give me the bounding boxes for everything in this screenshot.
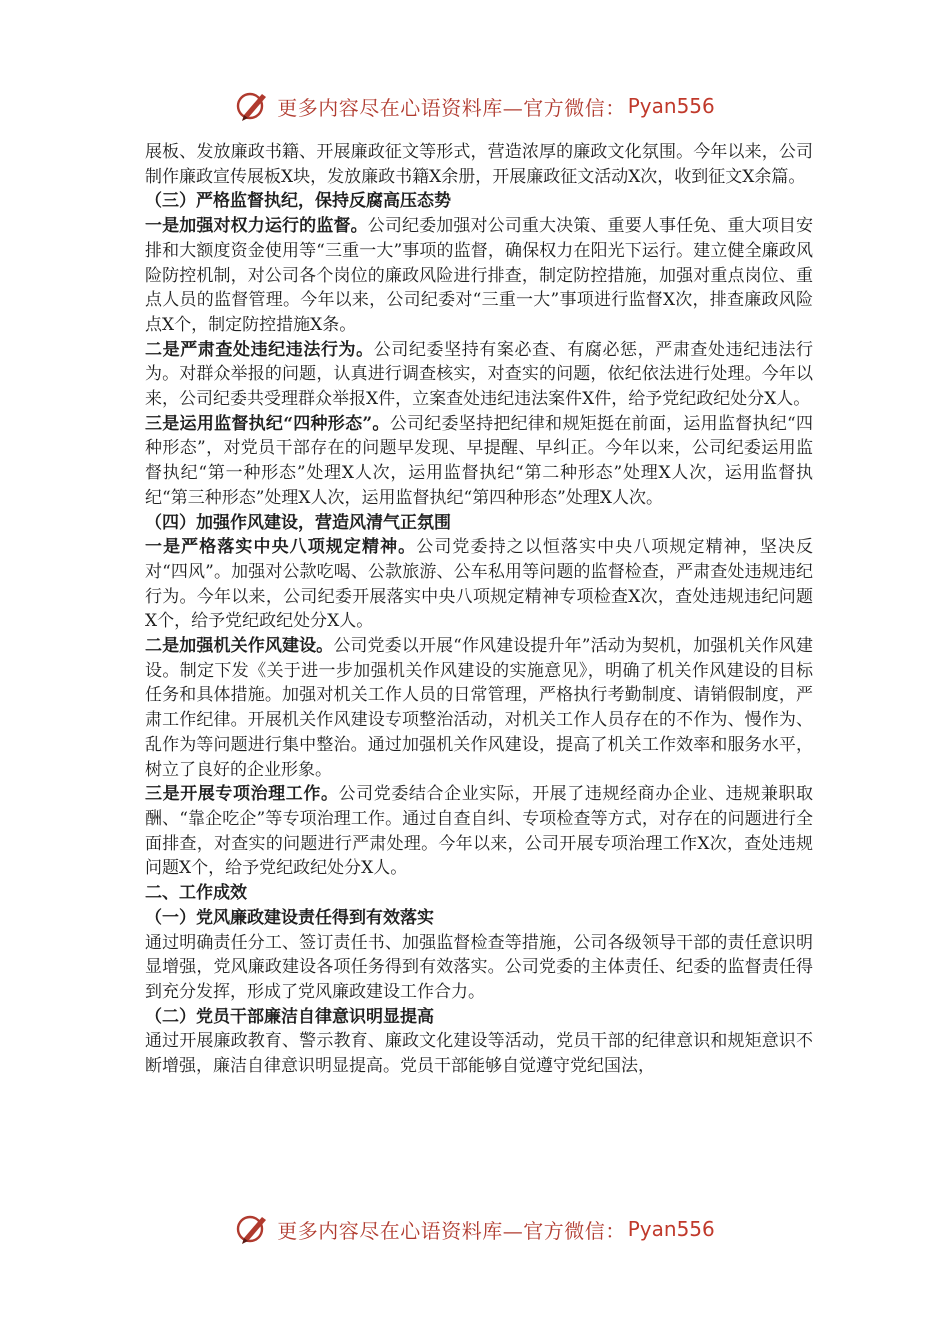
pen-logo-icon — [235, 1211, 271, 1247]
header-watermark — [0, 82, 950, 130]
paragraph: 通过明确责任分工、签订责任书、加强监督检查等措施，公司各级领导干部的责任意识明显增强，党风廉政建设各项任务得到有效落实。公司党委的主体责任、纪委的监督责任得到充分发挥，形成了党风廉政建设工作合力。 — [145, 932, 813, 1002]
item-title: 二是严肃查处违纪违法行为。 — [145, 339, 374, 360]
section-heading: （一）党风廉政建设责任得到有效落实 — [145, 907, 434, 928]
banner-wechat-id: Pyan556 — [627, 94, 715, 118]
paragraph: 展板、发放廉政书籍、开展廉政征文等形式，营造浓厚的廉政文化氛围。今年以来，公司制作廉政宣传展板X块，发放廉政书籍X余册，开展廉政征文活动X次，收到征文X余篇。 — [145, 142, 813, 187]
item-title: 一是严格落实中央八项规定精神。 — [145, 537, 417, 558]
item-body: 公司党委持之以恒落实中央八项规定精神，坚决反对“四风”。加强对公款吃喝、公款旅游、公车私用等问题的监督检查，严肃查处违规违纪行为。今年以来，公司纪委开展落实中央八项规定精神专项检查X次，查处违规违纪问题X个，给予党纪政纪处分X人。 — [145, 537, 813, 632]
paragraph — [145, 338, 813, 412]
footer-watermark — [0, 1205, 950, 1253]
item-body: 公司纪委坚持有案必查、有腐必惩，严肃查处违纪违法行为。对群众举报的问题，认真进行调查核实，对查实的问题，依纪依法进行处理。今年以来，公司纪委共受理群众举报X件，立案查处违纪违法案件X件，给予党纪政纪处分X人。 — [145, 339, 814, 410]
document-body — [145, 140, 813, 1079]
paragraph — [145, 412, 813, 511]
item-title: 三是运用监督执纪“四种形态”。 — [145, 413, 390, 434]
item-title: 一是加强对权力运行的监督。 — [145, 216, 368, 237]
section-heading: （三）严格监督执纪，保持反腐高压态势 — [145, 191, 451, 212]
paragraph: 通过开展廉政教育、警示教育、廉政文化建设等活动，党员干部的纪律意识和规矩意识不断增强，廉洁自律意识明显提高。党员干部能够自觉遵守党纪国法， — [145, 1031, 813, 1077]
item-body: 公司党委结合企业实际，开展了违规经商办企业、违规兼职取酬、“靠企吃企”等专项治理工作。通过自查自纠、专项检查等方式，对存在的问题进行全面排查，对查实的问题进行严肃处理。今年以来，公司开展专项治理工作X次，查处违规问题X个，给予党纪政纪处分X人。 — [145, 784, 814, 879]
item-title: 二是加强机关作风建设。 — [145, 636, 334, 657]
item-title: 三是开展专项治理工作。 — [145, 784, 339, 805]
paragraph — [145, 634, 813, 782]
paragraph — [145, 535, 813, 634]
banner-text: 更多内容尽在心语资料库—官方微信： — [277, 95, 626, 120]
item-body: 公司党委以开展“作风建设提升年”活动为契机，加强机关作风建设。制定下发《关于进一步加强机关作风建设的实施意见》，明确了机关作风建设的目标任务和具体措施。加强对机关工作人员的日常管理，严格执行考勤制度、请销假制度，严肃工作纪律。开展机关作风建设专项整治活动，对机关工作人员存在的不作为、慢作为、乱作为等问题进行集中整治。通过加强机关作风建设，提高了机关工作效率和服务水平，树立了良好的企业形象。 — [145, 636, 814, 780]
item-body: 公司纪委坚持把纪律和规矩挺在前面，运用监督执纪“四种形态”，对党员干部存在的问题早发现、早提醒、早纠正。今年以来，公司纪委运用监督执纪“第一种形态”处理X人次，运用监督执纪“第二种形态”处理X人次，运用监督执纪“第三种形态”处理X人次，运用监督执纪“第四种形态”处理X人次。 — [145, 413, 813, 508]
paragraph — [145, 214, 813, 338]
item-body: 公司纪委加强对公司重大决策、重要人事任免、重大项目安排和大额度资金使用等“三重一大”事项的监督，确保权力在阳光下运行。建立健全廉政风险防控机制，对公司各个岗位的廉政风险进行排查，制定防控措施，加强对重点岗位、重点人员的监督管理。今年以来，公司纪委对“三重一大”事项进行监督X次，排查廉政风险点X个，制定防控措施X条。 — [145, 216, 814, 335]
pen-logo-icon — [235, 88, 271, 124]
section-heading: （二）党员干部廉洁自律意识明显提高 — [145, 1006, 434, 1027]
banner-text: 更多内容尽在心语资料库—官方微信： — [277, 1218, 626, 1243]
banner-wechat-id: Pyan556 — [627, 1217, 715, 1241]
section-heading: （四）加强作风建设，营造风清气正氛围 — [145, 512, 451, 533]
part-heading: 二、工作成效 — [145, 883, 247, 904]
paragraph — [145, 782, 813, 881]
